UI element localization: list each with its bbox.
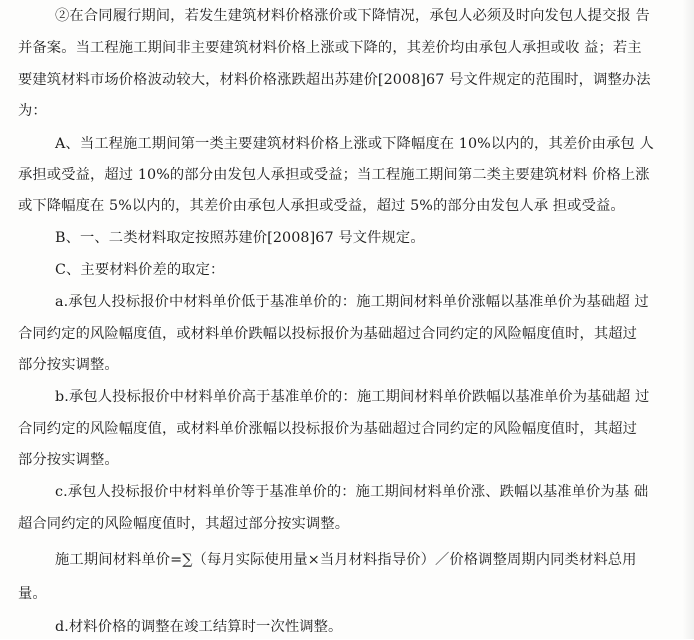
text-line-13: b.承包人投标报价中材料单价高于基准单价的：施工期间材料单价跌幅以基准单价为基础超 过	[55, 389, 650, 405]
text-line-11: 合同约定的风险幅度值，或材料单价跌幅以投标报价为基础超过合同约定的风险幅度值时，其超过	[18, 326, 638, 342]
text-line-20: d.材料价格的调整在竣工结算时一次性调整。	[55, 619, 343, 635]
text-line-5: A、当工程施工期间第一类主要建筑材料价格上涨或下降幅度在 10%以内的，其差价由承包 人	[55, 136, 654, 152]
text-line-7: 或下降幅度在 5%以内的，其差价由承包人承担或受益，超过 5%的部分由发包人承 担或受益。	[18, 198, 625, 214]
text-line-4: 为：	[18, 103, 47, 119]
text-line-19: 量。	[18, 586, 47, 602]
text-line-8: B、一、二类材料取定按照苏建价[2008]67 号文件规定。	[55, 230, 425, 246]
text-line-1: ②在合同履行期间，若发生建筑材料价格涨价或下降情况，承包人必须及时向发包人提交报 告	[55, 8, 650, 24]
text-line-16: c.承包人投标报价中材料单价等于基准单价的：施工期间材料单价涨、跌幅以基准单价为基 础	[55, 484, 649, 500]
text-line-9: C、主要材料价差的取定：	[55, 262, 225, 278]
text-line-14: 合同约定的风险幅度值，或材料单价涨幅以投标报价为基础超过合同约定的风险幅度值时，其超过	[18, 421, 638, 437]
text-line-17: 超合同约定的风险幅度值时，其超过部分按实调整。	[18, 516, 350, 532]
text-line-15: 部分按实调整。	[18, 452, 119, 468]
text-line-3: 要建筑材料市场价格波动较大，材料价格涨跌超出苏建价[2008]67 号文件规定的范围时，调整办法	[18, 72, 651, 88]
text-line-2: 并备案。当工程施工期间非主要建筑材料价格上涨或下降的，其差价均由承包人承担或收 益；若主	[18, 40, 642, 56]
text-line-10: a.承包人投标报价中材料单价低于基准单价的：施工期间材料单价涨幅以基准单价为基础超 过	[55, 294, 649, 310]
text-line-12: 部分按实调整。	[18, 357, 119, 373]
text-line-18: 施工期间材料单价=∑（每月实际使用量×当月材料指导价）／价格调整周期内同类材料总用	[55, 552, 637, 568]
scan-edge-shadow	[682, 0, 694, 639]
text-line-6: 承担或受益，超过 10%的部分由发包人承担或受益；当工程施工期间第二类主要建筑材料 价格上涨	[18, 167, 650, 183]
